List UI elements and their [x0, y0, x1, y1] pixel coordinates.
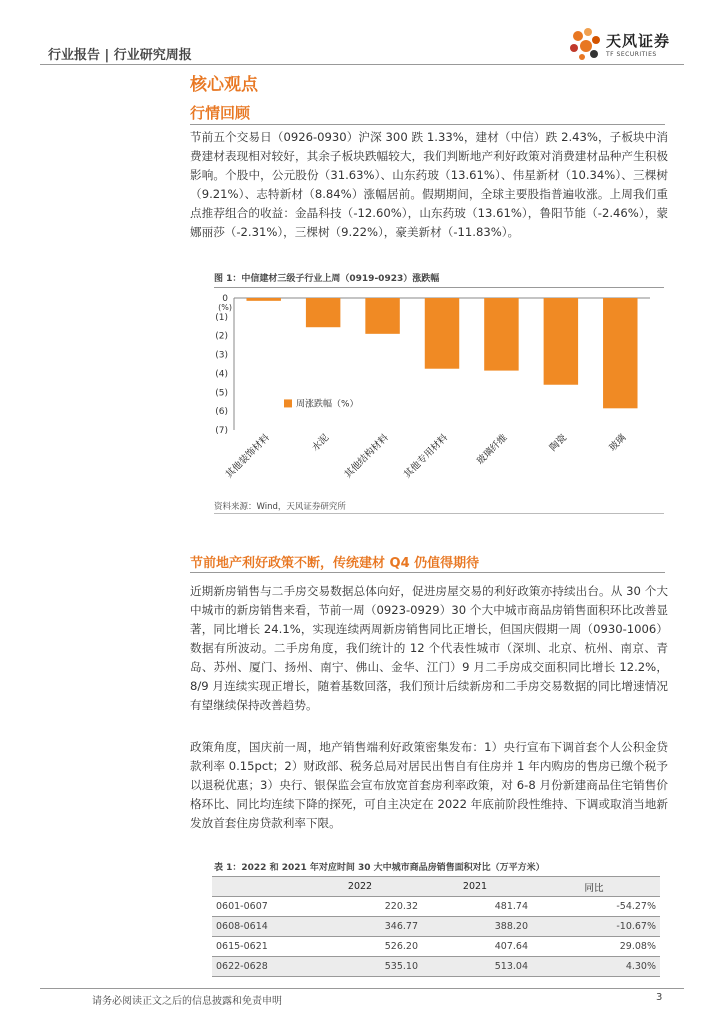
table-cell: -54.27%	[532, 897, 660, 917]
y-unit-label: (%)	[218, 303, 232, 312]
y-tick-label: (5)	[215, 388, 228, 399]
table-row	[212, 937, 660, 957]
table-cell: 0608-0614	[212, 917, 302, 937]
footer-disclaimer: 请务必阅读正文之后的信息披露和免责申明	[92, 996, 282, 1007]
chart-bar	[246, 298, 280, 301]
x-tick-label: 其他装饰材料	[223, 432, 272, 481]
table-cell: 220.32	[302, 897, 422, 917]
chart-bar	[484, 298, 518, 371]
header-breadcrumb: 行业报告 | 行业研究周报	[48, 48, 192, 63]
y-tick-label: 0	[222, 294, 228, 304]
market-review-paragraph: 节前五个交易日（0926-0930）沪深 300 跌 1.33%，建材（中信）跌 2.43%，子板块中消费建材表现相对较好，其余子板块跌幅较大，我们判断地产利好政策对消费建材品种产生积极影响。个股中，公元股份（31.63%）、山东药玻（13.61%）、伟星新材（10.34%）、三棵树（9.21%）、志特新材（8.84%）涨幅居前。假期期间，全球主要股指普遍收涨。上周我们重点推荐组合的收益：金晶科技（-12.60%），山东药玻（13.61%），鲁阳节能（-2.46%），蒙娜丽莎（-2.31%），三棵树（9.22%），豪美新材（-11.83%）。	[190, 130, 668, 239]
legend-swatch	[284, 399, 292, 407]
table-cell: 0615-0621	[212, 937, 302, 957]
table-cell: 513.04	[422, 957, 532, 977]
x-tick-label: 其他专用材料	[402, 432, 451, 481]
table-cell: 388.20	[422, 917, 532, 937]
table-row	[212, 897, 660, 917]
table-cell: 535.10	[302, 957, 422, 977]
y-tick-label: (3)	[215, 350, 228, 361]
legend-label: 周涨跌幅（%）	[296, 399, 359, 410]
chart-bar	[544, 298, 578, 385]
table-title: 表 1：2022 和 2021 年对应时间 30 大中城市商品房销售面积对比（万平方米）	[214, 863, 545, 873]
y-tick-label: (6)	[215, 407, 228, 418]
section-title: 核心观点	[190, 75, 258, 95]
footer-divider	[40, 988, 684, 989]
figure-title: 图 1：中信建材三级子行业上周（0919-0923）涨跌幅	[214, 274, 440, 284]
x-tick-label: 水泥	[310, 432, 332, 454]
table-cell: 346.77	[302, 917, 422, 937]
table-cell: 4.30%	[532, 957, 660, 977]
logo-subtitle: TF SECURITIES	[606, 51, 657, 58]
figure-bottom-divider	[214, 513, 664, 514]
x-tick-label: 玻璃	[607, 432, 629, 454]
sales-paragraph: 近期新房销售与二手房交易数据总体向好，促进房屋交易的利好政策亦持续出台。从 30 个大中城市的新房销售来看，节前一周（0923-0929）30 个大中城市商品房销售面积环比改善显著，同比增长 24.1%，实现连续两周新房销售同比正增长，但国庆假期一周（0930-1006）数据有所波动。二手房角度，我们统计的 12 个代表性城市（深圳、北京、杭州、南京、青岛、苏州、厦门、扬州、南宁、佛山、金华、江门）9 月二手房成交面积同比增长 12.2%，8/9 月连续实现正增长，随着基数回落，我们预计后续新房和二手房交易数据的同比增速情况有望继续保持改善趋势。	[190, 584, 668, 712]
table-header-cell: 2021	[422, 877, 532, 897]
y-tick-label: (1)	[215, 312, 228, 323]
logo-name: 天风证券	[606, 32, 671, 50]
x-tick-label: 玻璃纤维	[474, 432, 510, 468]
chart-bar	[603, 298, 637, 408]
bar-chart	[210, 288, 660, 498]
y-tick-label: (7)	[215, 426, 228, 436]
chart-bar	[425, 298, 459, 369]
table-header-cell: 2022	[302, 877, 422, 897]
table-cell: 526.20	[302, 937, 422, 957]
figure-source: 资料来源：Wind，天风证券研究所	[214, 502, 346, 512]
section-subtitle: 行情回顾	[190, 104, 251, 122]
y-tick-label: (2)	[215, 331, 228, 342]
subtitle-divider	[190, 124, 665, 125]
chart-bar	[365, 298, 399, 334]
y-tick-label: (4)	[215, 369, 228, 380]
table-header-cell	[212, 877, 302, 897]
header-divider	[40, 64, 684, 65]
section2-divider	[190, 572, 665, 573]
x-tick-label: 其他结构材料	[342, 432, 391, 481]
page-number: 3	[656, 992, 663, 1003]
table-cell: 407.64	[422, 937, 532, 957]
table-cell: 0622-0628	[212, 957, 302, 977]
sales-table	[212, 876, 660, 977]
table-cell: 481.74	[422, 897, 532, 917]
table-cell: -10.67%	[532, 917, 660, 937]
table-cell: 29.08%	[532, 937, 660, 957]
chart-bar	[306, 298, 340, 327]
x-tick-label: 陶瓷	[547, 432, 569, 454]
table-header-row	[212, 877, 660, 897]
table-header-cell: 同比	[532, 877, 660, 897]
section2-title: 节前地产利好政策不断，传统建材 Q4 仍值得期待	[190, 556, 480, 571]
table-row	[212, 917, 660, 937]
table-row	[212, 957, 660, 977]
policy-paragraph: 政策角度，国庆前一周，地产销售端利好政策密集发布：1）央行宣布下调首套个人公积金贷款利率 0.15pct；2）财政部、税务总局对居民出售自有住房并 1 年内购房的售房已缴个税予以退税优惠；3）央行、银保监会宣布放宽首套房利率政策，对 6-8 月份新建商品住宅销售价格环比、同比均连续下降的探死，可自主决定在 2022 年底前阶段性维持、下调或取消当地新发放首套住房贷款利率下限。	[190, 740, 668, 830]
table-cell: 0601-0607	[212, 897, 302, 917]
